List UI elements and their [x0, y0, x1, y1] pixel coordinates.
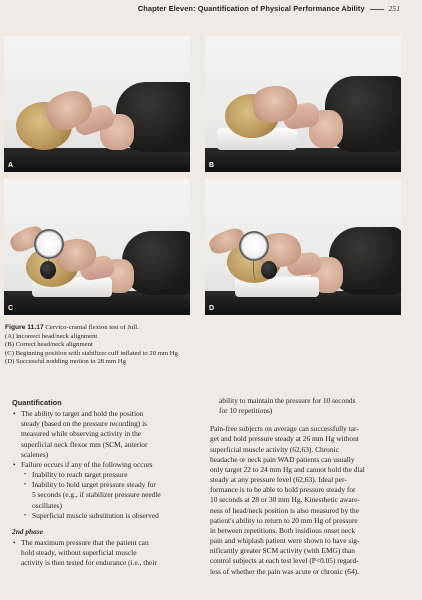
- text-line: ness of head/neck position is also measured by the: [210, 505, 360, 515]
- photo-c: [4, 179, 190, 315]
- text-line: nificantly greater SCM activity (with EMG) than: [210, 546, 355, 556]
- photo-letter: B: [209, 162, 215, 169]
- caption-item: (D) Successful nodding motion to 28 mm Hg: [5, 358, 126, 366]
- text-line: less of whether the pain was acute or chronic (64).: [210, 566, 359, 576]
- text-line: ability to maintain the pressure for 10 seconds: [219, 396, 356, 405]
- text-line: oscillates): [32, 500, 62, 510]
- caption-item: (B) Correct head/neck alignment: [5, 341, 93, 349]
- sub-bullet-item: [12, 470, 202, 480]
- text-line: only target 22 to 24 mm Hg and cannot hold the dial: [210, 464, 365, 474]
- bullet-item: [12, 538, 202, 568]
- figure-label: Figure 11.17: [5, 324, 44, 331]
- text-line: scalenes): [21, 449, 49, 459]
- figure-title: Cervico-cranial flexion test of Jull.: [45, 324, 139, 331]
- text-line: hold steady, without superficial muscle: [21, 548, 137, 558]
- photo-letter: D: [209, 305, 215, 312]
- text-line: • Inability to hold target pressure steady for: [32, 480, 156, 490]
- text-line: • The ability to target and hold the position: [21, 409, 144, 419]
- text-line: pain and whiplash patient were shown to have sig-: [210, 536, 360, 546]
- sub-bullet-item: [12, 480, 202, 510]
- text-line: patient's ability to return to 20 mm Hg of pressure: [210, 515, 358, 525]
- caption-item: (A) Incorrect head/neck alignment: [5, 332, 98, 340]
- bullet-continuation: [210, 396, 408, 416]
- photo-d: [205, 179, 401, 315]
- text-line: for 10 repetitions): [219, 406, 273, 416]
- right-column: [210, 396, 408, 577]
- text-line: superficial muscle activity (62,63). Chronic: [210, 444, 339, 454]
- photo-letter: C: [8, 305, 14, 312]
- bullet-item: [12, 460, 202, 470]
- text-line: activity is then tested for endurance (i.e., their: [21, 558, 157, 568]
- text-line: measured while observing activity in the: [21, 429, 142, 439]
- subsection-heading: 2nd phase: [12, 526, 44, 536]
- text-line: get and hold pressure steady at 26 mm Hg without: [210, 434, 359, 444]
- caption-item: (C) Beginning position with stabilizer cuff inflated to 20 mm Hg: [5, 349, 178, 357]
- chapter-title: Chapter Eleven: Quantification of Physical Performance Ability: [137, 4, 365, 13]
- figure-caption: [5, 324, 245, 367]
- text-line: superficial neck flexor mm (SCM, anterior: [21, 439, 148, 449]
- text-line: formance is to be able to hold pressure steady for: [210, 485, 356, 495]
- left-column: [12, 398, 202, 569]
- photo-letter: A: [8, 162, 14, 169]
- text-line: Pain-free subjects on average can successfully tar-: [210, 424, 359, 434]
- text-line: steady at any pressure level (62,63). Ideal per-: [210, 475, 347, 485]
- text-line: • The maximum pressure that the patient can: [21, 538, 149, 548]
- header-rule: [370, 9, 384, 10]
- text-line: control subjects at each test level (P<0.05) regard-: [210, 556, 359, 566]
- body-paragraph: [210, 424, 408, 576]
- text-line: • Superficial muscle substitution is observed: [32, 510, 159, 520]
- sub-bullet-item: [12, 511, 202, 521]
- photo-a: [4, 36, 190, 172]
- text-line: • Failure occurs if any of the following occurs: [21, 459, 153, 469]
- text-line: steady (based on the pressure recording) is: [21, 419, 148, 429]
- text-line: 10 seconds at 28 or 30 mm Hg. Kinesthetic aware-: [210, 495, 360, 505]
- text-line: in between repetitions. Both insidious onset neck: [210, 525, 356, 535]
- text-line: • Inability to reach target pressure: [32, 470, 128, 480]
- running-header: [138, 4, 400, 13]
- page-number: 251: [388, 4, 400, 13]
- bullet-item: [12, 409, 202, 460]
- text-line: headache or neck pain WAD patients can usually: [210, 454, 355, 464]
- section-heading: Quantification: [12, 398, 62, 407]
- text-line: 5 seconds (e.g., if stabilizer pressure needle: [32, 490, 161, 500]
- photo-b: [205, 36, 401, 172]
